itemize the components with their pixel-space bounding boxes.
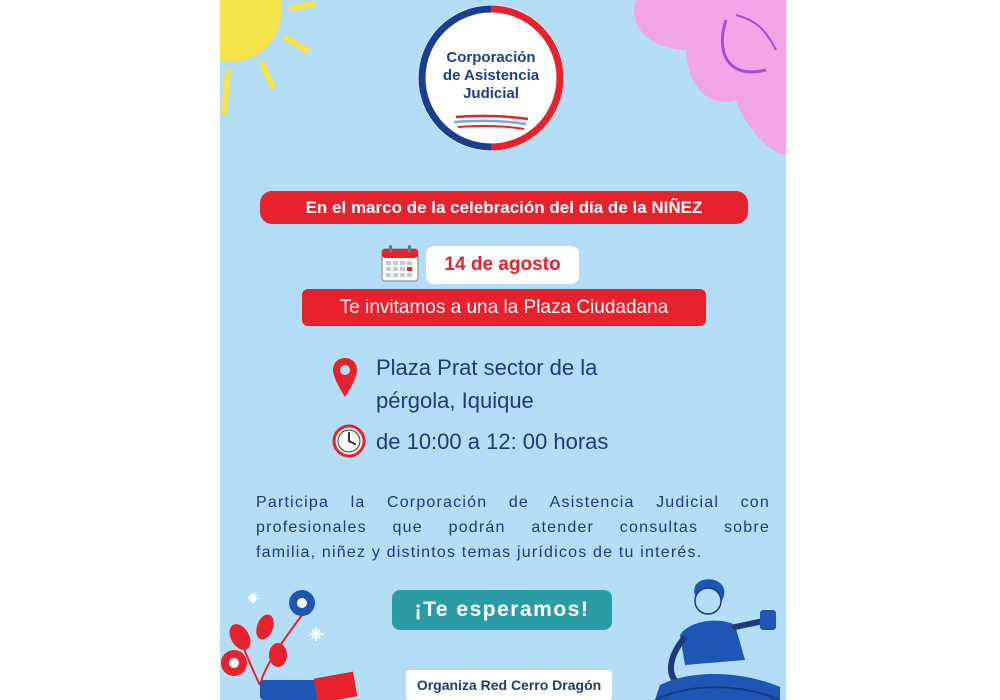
location-line-1: Plaza Prat sector de la — [376, 355, 598, 380]
event-location — [376, 351, 676, 417]
organizer-label: Organiza Red Cerro Dragón — [406, 670, 612, 700]
event-date: 14 de agosto — [426, 246, 579, 284]
institution-logo — [418, 5, 564, 151]
event-time: de 10:00 a 12: 00 horas — [376, 429, 609, 454]
celebration-banner: En el marco de la celebración del día de la NIÑEZ — [260, 191, 748, 224]
location-pin-icon — [332, 357, 358, 399]
event-description — [256, 490, 770, 565]
logo-line-2: de Asistencia — [442, 67, 540, 84]
logo-stripes-icon — [452, 113, 532, 131]
see-you-button: ¡Te esperamos! — [392, 590, 612, 630]
logo-line-1: Corporación — [446, 49, 536, 66]
location-line-2: pérgola, Iquique — [376, 388, 534, 413]
sun-icon — [220, 0, 320, 120]
flowers-illustration-icon — [220, 585, 360, 700]
logo-text — [418, 49, 564, 103]
flower-blob-icon — [616, 0, 786, 160]
child-illustration-icon — [650, 575, 786, 700]
clock-icon — [332, 424, 366, 458]
calendar-icon — [380, 243, 420, 283]
invitation-banner: Te invitamos a una la Plaza Ciudadana — [302, 289, 706, 326]
description-line-3: familia, niñez y distintos temas jurídicos de tu interés. — [256, 544, 703, 561]
logo-line-3: Judicial — [463, 85, 519, 102]
event-poster — [220, 0, 786, 700]
description-line-2: profesionales que podrán atender consultas sobre — [256, 519, 770, 536]
description-line-1: Participa la Corporación de Asistencia Judicial con — [256, 494, 770, 511]
